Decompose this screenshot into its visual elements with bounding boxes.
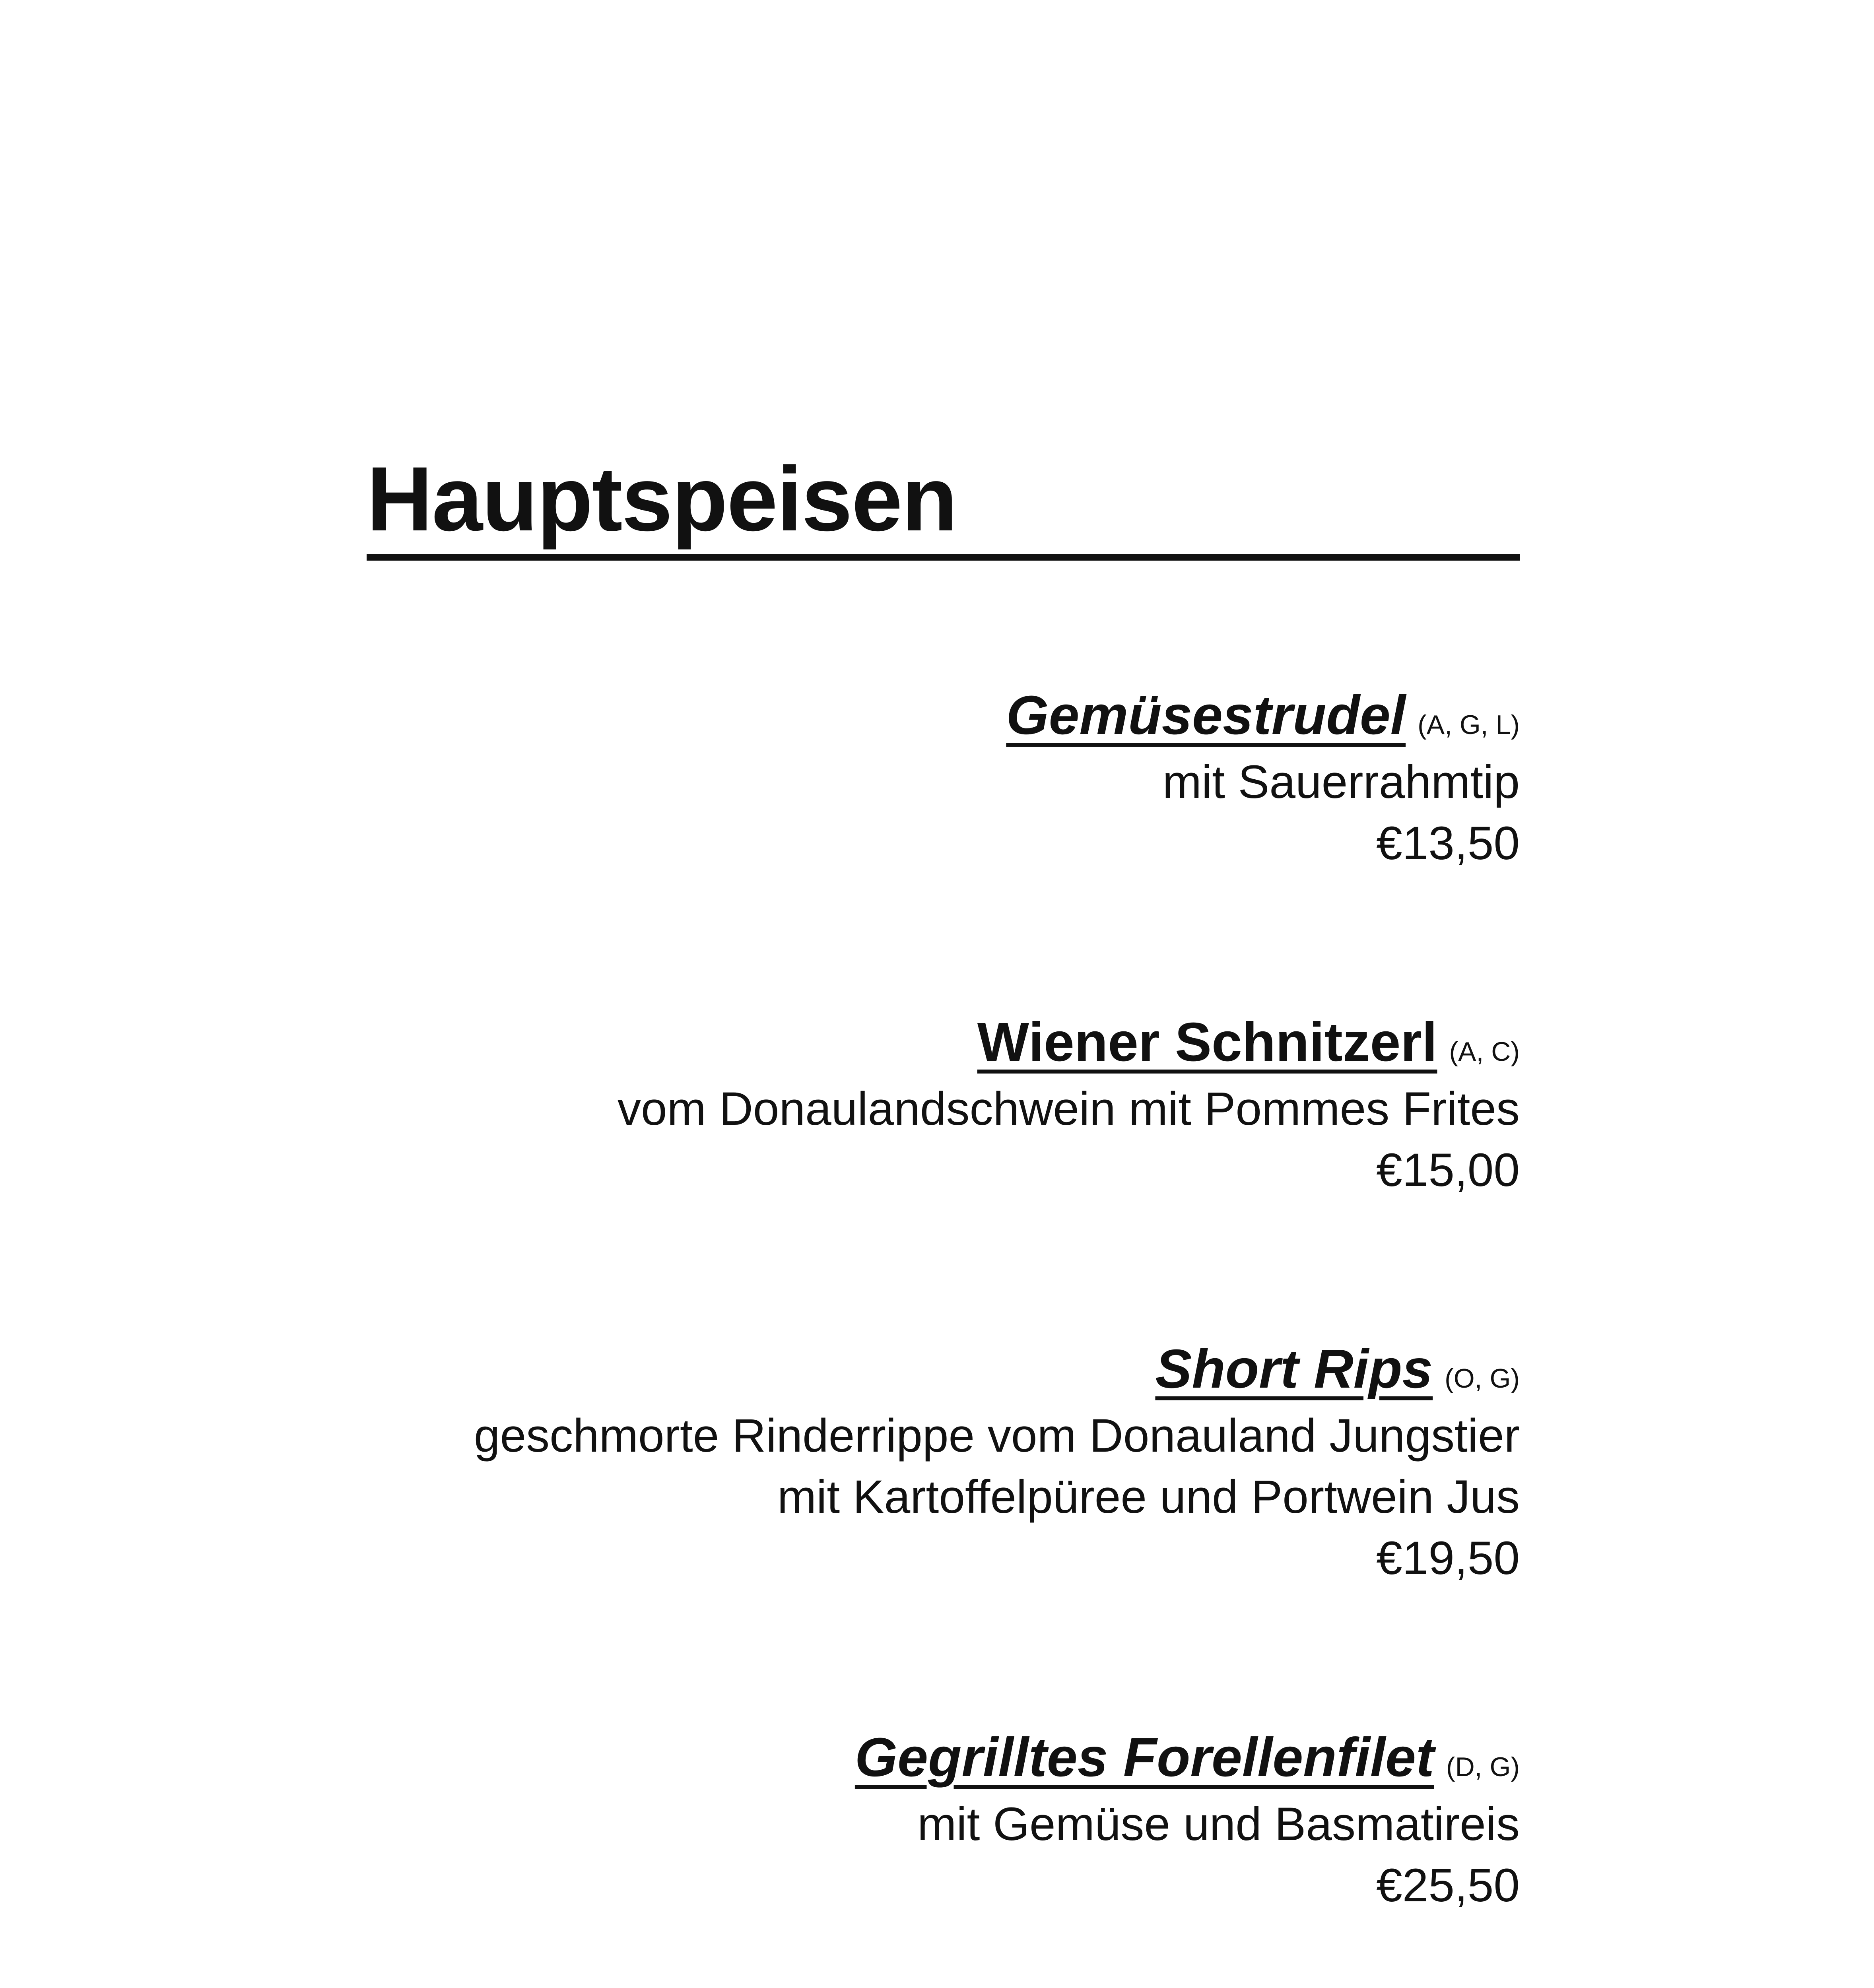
dish-price: €15,00 (1376, 1144, 1520, 1196)
dish-price: €25,50 (1376, 1859, 1520, 1912)
page-title: Hauptspeisen (367, 441, 1520, 561)
dish-item (358, 1011, 1520, 1201)
dish-name: Gemüsestrudel (1006, 685, 1406, 746)
dish-item (358, 685, 1520, 874)
dish-item (358, 1727, 1520, 1916)
dish-name: Short Rips (1155, 1338, 1433, 1400)
dish-allergens: (A, G, L) (1418, 710, 1520, 740)
dish-item (358, 1338, 1520, 1589)
dish-description: mit Kartoffelpüree und Portwein Jus (777, 1471, 1520, 1523)
dish-name: Gegrilltes Forellenfilet (854, 1727, 1434, 1788)
dish-heading (358, 1338, 1520, 1405)
dish-description: geschmorte Rinderrippe vom Donauland Jungstier (474, 1409, 1520, 1462)
dish-allergens: (D, G) (1446, 1752, 1520, 1782)
dish-heading (358, 685, 1520, 751)
dish-heading (358, 1011, 1520, 1078)
dish-price: €19,50 (1376, 1532, 1520, 1584)
dish-name: Wiener Schnitzerl (977, 1011, 1437, 1073)
dish-heading (358, 1727, 1520, 1794)
dish-description: mit Sauerrahmtip (1162, 756, 1520, 808)
dish-allergens: (A, C) (1449, 1037, 1520, 1067)
dish-allergens: (O, G) (1445, 1363, 1520, 1394)
dish-description: vom Donaulandschwein mit Pommes Frites (617, 1083, 1520, 1135)
dish-description: mit Gemüse und Basmatireis (917, 1798, 1520, 1850)
dish-price: €13,50 (1376, 817, 1520, 870)
